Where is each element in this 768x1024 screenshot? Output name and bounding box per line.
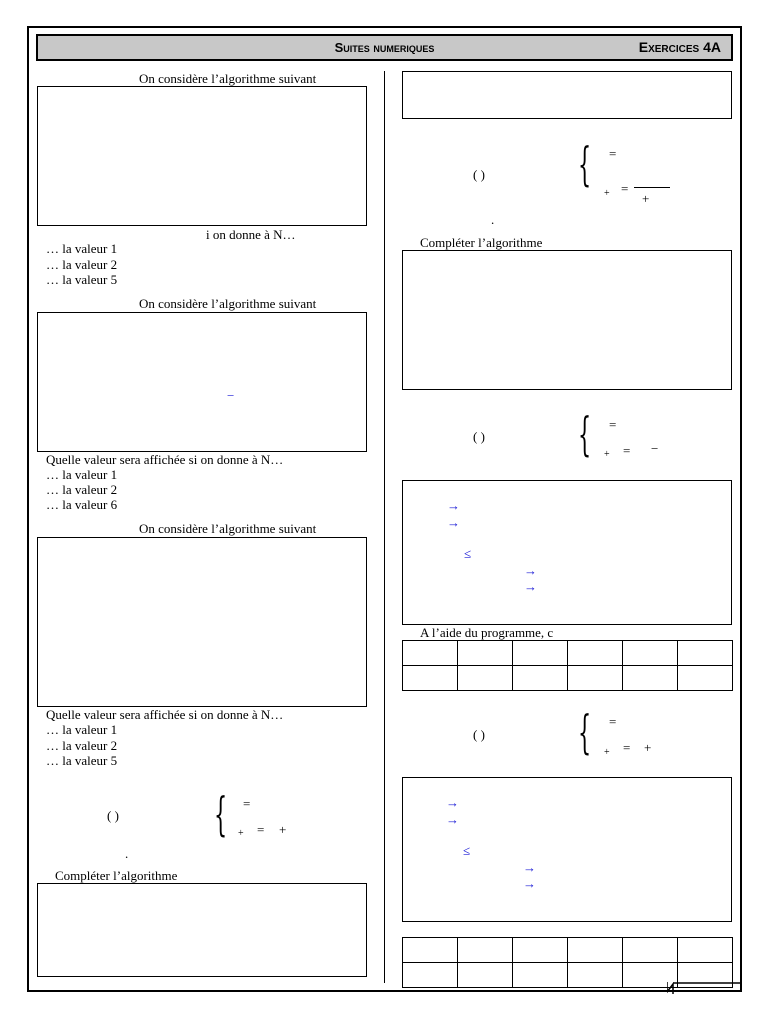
seq1-eq-2: =	[621, 181, 629, 196]
page-title: Suites numeriques	[334, 40, 435, 55]
seq2-plus-sub: +	[604, 449, 610, 460]
question-2-option-3: … la valeur 6	[46, 497, 118, 512]
seq3-paren: ( )	[473, 727, 485, 742]
sequence-eq-1: =	[243, 796, 251, 811]
seq1-brace: {	[578, 137, 592, 191]
algorithm-box-3	[37, 537, 367, 707]
seq2-paren: ( )	[473, 429, 485, 444]
question-3-option-3: … la valeur 5	[46, 753, 118, 768]
algorithm-box-2	[37, 312, 367, 452]
question-2-option-2: … la valeur 2	[46, 482, 118, 497]
prog1-arrow-1: →	[447, 498, 460, 513]
consider-text-2: On considère l’algorithme suivant	[139, 296, 317, 311]
sequence-brace: {	[214, 787, 228, 841]
seq1-frac-plus: +	[642, 191, 650, 206]
values-table-2	[402, 937, 733, 988]
seq2-brace: {	[578, 407, 592, 461]
prog1-arrow-3: →	[524, 563, 537, 578]
seq3-eq-1: =	[609, 714, 617, 729]
column-divider	[384, 71, 385, 983]
seq3-plus: +	[644, 740, 652, 755]
prog2-leq: ≤	[463, 843, 471, 858]
seq2-minus: −	[651, 441, 659, 456]
prog1-leq: ≤	[464, 546, 472, 561]
program-box-2	[402, 777, 732, 922]
seq2-eq-2: =	[623, 443, 631, 458]
sequence-dot: .	[125, 846, 129, 861]
seq1-eq-1: =	[609, 146, 617, 161]
question-1-option-1: … la valeur 1	[46, 241, 118, 256]
prog2-arrow-4: →	[523, 876, 536, 891]
sequence-eq-2: =	[257, 822, 265, 837]
program-box-1	[402, 480, 732, 625]
seq3-eq-2: =	[623, 740, 631, 755]
values-table-1	[402, 640, 733, 691]
complete-algorithm-right: Compléter l’algorithme	[420, 235, 543, 250]
sequence-paren: ( )	[107, 808, 119, 823]
question-1-prompt: i on donne à N…	[206, 227, 296, 242]
question-3-option-2: … la valeur 2	[46, 738, 118, 753]
top-right-box	[402, 71, 732, 119]
question-1-option-3: … la valeur 5	[46, 272, 118, 287]
seq1-fraction-bar	[634, 187, 670, 188]
algorithm-box-4	[37, 883, 367, 977]
seq1-dot: .	[491, 212, 495, 227]
seq2-eq-1: =	[609, 417, 617, 432]
complete-algorithm-left: Compléter l’algorithme	[55, 868, 178, 883]
question-1-option-2: … la valeur 2	[46, 257, 118, 272]
consider-text-1: On considère l’algorithme suivant	[139, 71, 317, 86]
prog1-arrow-4: →	[524, 579, 537, 594]
seq3-brace: {	[578, 705, 592, 759]
prog2-arrow-3: →	[523, 860, 536, 875]
consider-text-3: On considère l’algorithme suivant	[139, 521, 317, 536]
page-header	[36, 34, 733, 61]
help-program-text: A l’aide du programme, c	[420, 625, 554, 640]
seq1-plus-sub: +	[604, 188, 610, 199]
question-2-prompt: Quelle valeur sera affichée si on donne à N…	[46, 452, 284, 467]
seq3-plus-sub: +	[604, 747, 610, 758]
question-3-prompt: Quelle valeur sera affichée si on donne à N…	[46, 707, 284, 722]
algorithm-box-1	[37, 86, 367, 226]
box-2-minus-sign: −	[227, 388, 235, 403]
question-3-option-1: … la valeur 1	[46, 722, 118, 737]
sequence-plus-sub: +	[238, 828, 244, 839]
prog2-arrow-2: →	[446, 812, 459, 827]
prog1-arrow-2: →	[447, 515, 460, 530]
algorithm-box-right-1	[402, 250, 732, 390]
question-2-option-1: … la valeur 1	[46, 467, 118, 482]
sequence-plus: +	[279, 822, 287, 837]
page-corner-mark	[667, 982, 742, 994]
prog2-arrow-1: →	[446, 795, 459, 810]
exercise-label: Exercices 4A	[638, 39, 721, 55]
seq1-paren: ( )	[473, 167, 485, 182]
